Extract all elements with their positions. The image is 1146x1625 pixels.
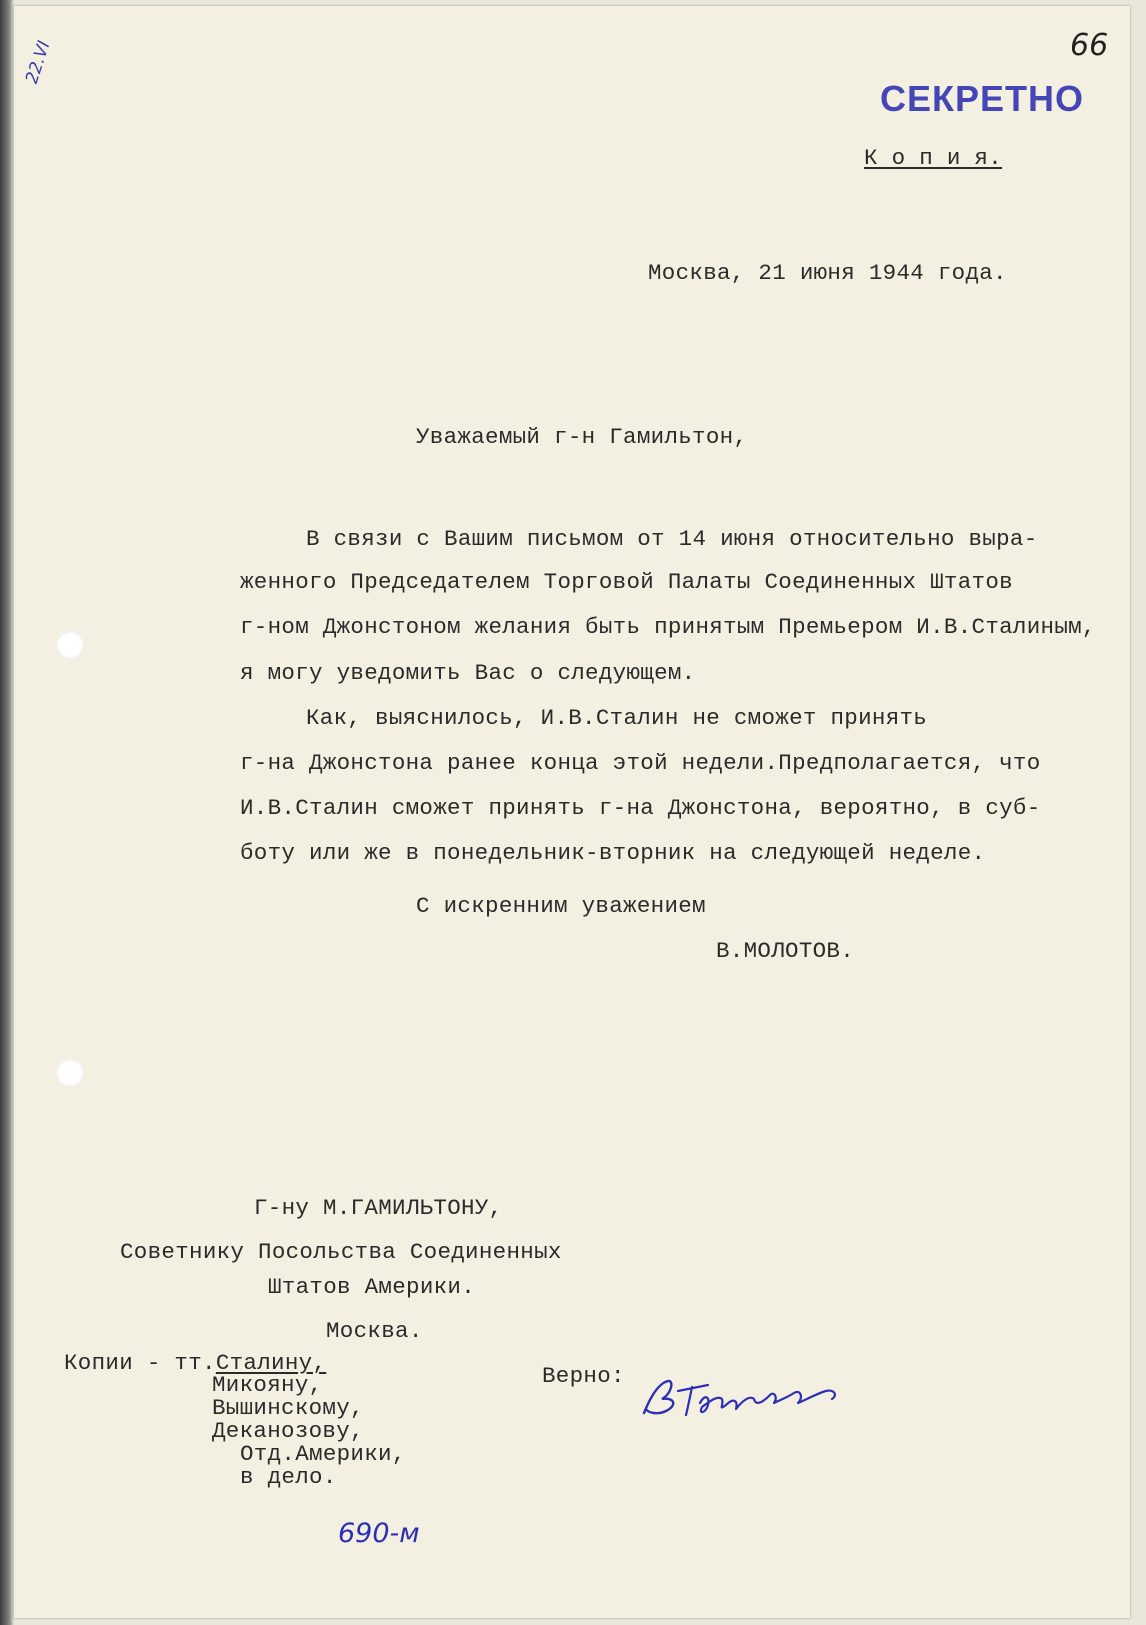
reference-number: 690-м: [338, 1518, 420, 1549]
addressee-title: Советнику Посольства Соединенных: [120, 1239, 562, 1265]
secret-stamp: СЕКРЕТНО: [880, 78, 1084, 119]
scan-edge: [0, 0, 14, 1625]
addressee-name: Г-ну М.ГАМИЛЬТОНУ,: [254, 1195, 503, 1221]
addressee-city: Москва.: [326, 1318, 423, 1344]
copies-item: Деканозову,: [212, 1418, 364, 1444]
verified-label: Верно:: [542, 1363, 625, 1389]
closing: С искренним уважением: [416, 893, 706, 919]
salutation: Уважаемый г-н Гамильтон,: [416, 424, 748, 450]
body-line-1: В связи с Вашим письмом от 14 июня относительно выра-: [306, 526, 1038, 552]
copies-item: Вышинскому,: [212, 1395, 364, 1421]
copies-item: в дело.: [240, 1464, 337, 1490]
copies-prefix: Копии - тт.: [64, 1350, 216, 1376]
body-line-6: г-на Джонстона ранее конца этой недели.Предполагается, что: [240, 750, 1041, 776]
margin-note: 22.VI: [22, 38, 55, 87]
body-line-8: боту или же в понедельник-вторник на следующей неделе.: [240, 840, 986, 866]
signature-icon: [638, 1375, 858, 1425]
copy-label: [864, 147, 1002, 170]
copies-first: Сталину,: [215, 1350, 327, 1376]
body-line-7: И.В.Сталин сможет принять г-на Джонстона, вероятно, в суб-: [240, 795, 1041, 821]
punch-hole: [56, 1059, 84, 1087]
body-line-2: женного Председателем Торговой Палаты Соединенных Штатов: [240, 569, 1013, 595]
addressee-country: Штатов Америки.: [268, 1274, 476, 1300]
signatory: В.МОЛОТОВ.: [716, 938, 855, 964]
page-number: 66: [1070, 28, 1109, 63]
copies-item: Отд.Америки,: [240, 1441, 406, 1467]
date-line: Москва, 21 июня 1944 года.: [648, 260, 1007, 286]
body-line-3: г-ном Джонстоном желания быть принятым Премьером И.В.Сталиным,: [240, 614, 1096, 640]
copy-label-text: К о п и я.: [864, 145, 1003, 171]
body-line-4: я могу уведомить Вас о следующем.: [240, 660, 696, 686]
body-line-5: Как, выяснилось, И.В.Сталин не сможет принять: [306, 705, 928, 731]
copies-item: Микояну,: [212, 1372, 323, 1398]
punch-hole: [56, 631, 84, 659]
